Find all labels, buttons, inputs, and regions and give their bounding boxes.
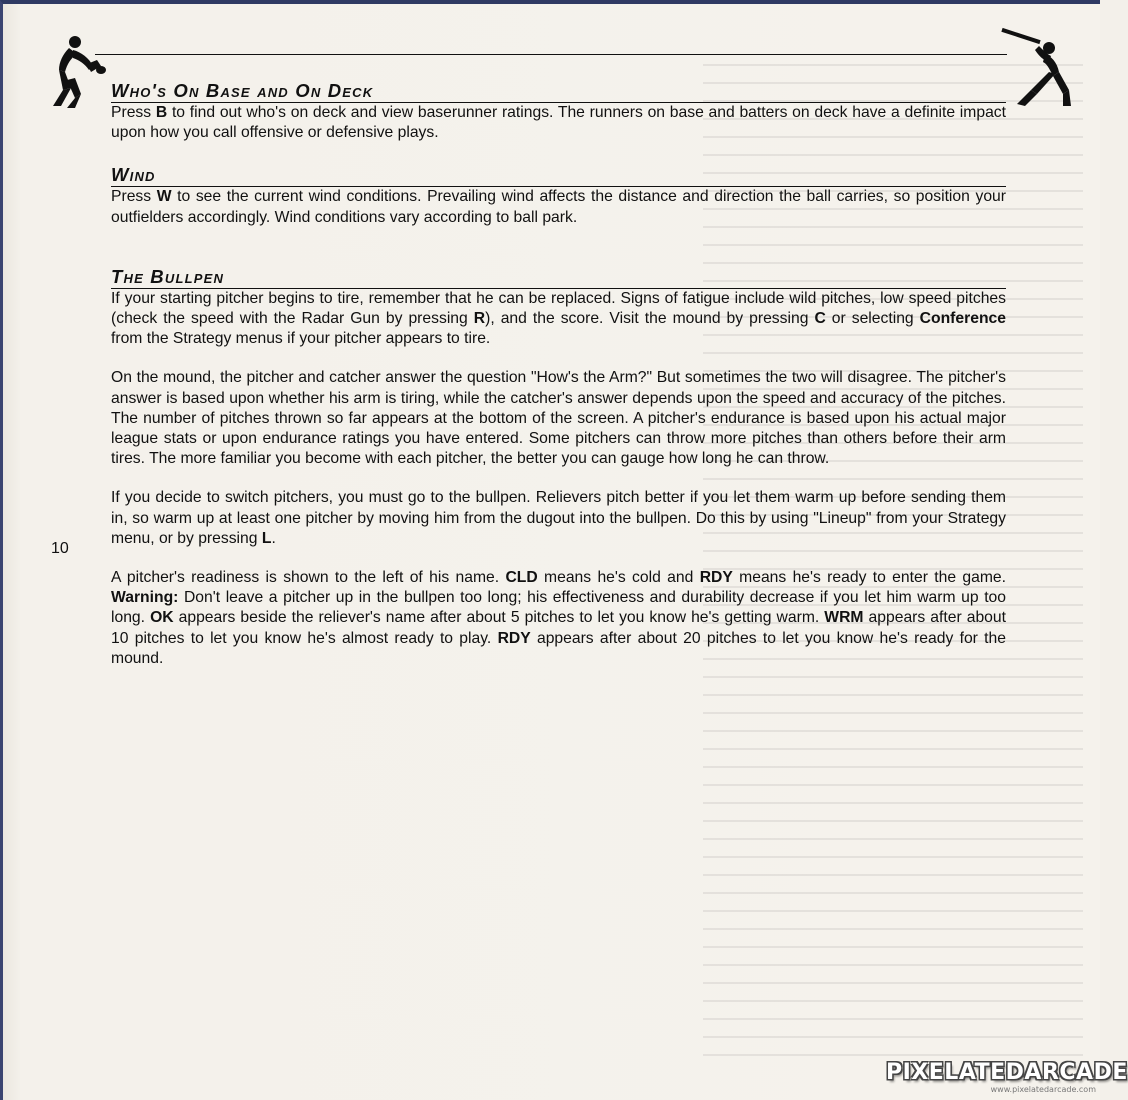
text-run: appears after about 10 pitches to let you know he's almost ready to play. — [111, 609, 1006, 647]
text-run: ), and the score. Visit the mound by pressing — [485, 310, 815, 328]
watermark-title: PIXELATEDARCADE — [886, 1060, 1128, 1085]
text-run: . — [271, 529, 276, 547]
bold-keyword: OK — [150, 609, 174, 627]
paragraph-whos-on-base — [111, 103, 1006, 143]
section-heading-wind: Wind — [111, 164, 1006, 187]
watermark-url: www.pixelatedarcade.com — [990, 1085, 1096, 1094]
manual-content — [111, 80, 1006, 669]
bold-keyword: Warning: — [111, 589, 179, 607]
bold-keyword: W — [156, 188, 172, 206]
text-run: A pitcher's readiness is shown to the left of his name. — [111, 569, 506, 587]
header-rule — [95, 54, 1007, 55]
text-run: appears beside the reliever's name after about 5 pitches to let you know he's getting warm. — [173, 609, 825, 627]
bold-keyword: R — [473, 310, 486, 328]
paragraph-bullpen-fatigue — [111, 289, 1006, 350]
text-run: means he's ready to enter the game. — [732, 569, 1007, 587]
paragraph-bullpen-switch — [111, 488, 1006, 549]
paragraph-bullpen-arm — [111, 368, 1006, 469]
text-run: to find out who's on deck and view baserunner ratings. The runners on base and batters on deck have a definite impact upon how you call offensive or defensive plays. — [111, 104, 1007, 142]
bold-keyword: RDY — [699, 569, 733, 587]
text-run: or selecting — [825, 310, 920, 328]
text-run: Press — [111, 104, 156, 121]
text-run: to see the current wind conditions. Prevailing wind affects the distance and direction the ball carries, so position your outfielders accordingly. Wind conditions vary according to ball park. — [111, 188, 1006, 226]
text-run: Don't leave a pitcher up in the bullpen too long; his effectiveness and durability decrease if you let him warm up too long. — [111, 589, 1006, 627]
text-run: means he's cold and — [537, 569, 700, 587]
section-heading-bullpen: The Bullpen — [111, 266, 1006, 289]
bold-keyword: CLD — [505, 569, 538, 587]
text-run: Press — [111, 188, 157, 206]
paragraph-bullpen-readiness — [111, 568, 1006, 669]
text-run: from the Strategy menus if your pitcher appears to tire. — [111, 330, 491, 348]
page-number: 10 — [51, 540, 69, 557]
text-run: If your starting pitcher begins to tire, remember that he can be replaced. Signs of fatigue include wild pitches, low speed pitches (check the speed with the Radar Gun by pressing — [111, 289, 1006, 328]
bold-keyword: B — [155, 104, 168, 121]
paragraph-wind — [111, 187, 1006, 227]
bold-keyword: RDY — [497, 629, 531, 647]
bold-keyword: Conference — [919, 310, 1006, 328]
text-run: On the mound, the pitcher and catcher answer the question "How's the Arm?" But sometimes the two will disagree. The pitcher's answer is based upon whether his arm is tiring, while the catcher's answer depends upon the speed and accuracy of the pitches. The number of pitches thrown so far appears at the bottom of the screen. A pitcher's endurance is based upon his actual major league stats or upon endurance ratings you have entered. Some pitchers can throw more pitches than others before their arm tires. The more familiar you become with each pitcher, the better you can gauge how long he can throw. — [111, 369, 1006, 468]
fielder-silhouette-icon — [45, 32, 121, 110]
bold-keyword: WRM — [824, 609, 864, 627]
section-heading-whos-on-base: Who's On Base and On Deck — [111, 80, 1006, 103]
text-run: If you decide to switch pitchers, you must go to the bullpen. Relievers pitch better if you let them warm up before sending them in, so warm up at least one pitcher by moving him from the dugout into the bullpen. Do this by using "Lineup" from your Strategy menu, or by pressing — [111, 489, 1006, 547]
bold-keyword: C — [814, 310, 826, 328]
text-run: appears after about 20 pitches to let you know he's ready for the mound. — [111, 629, 1006, 667]
bold-keyword: L — [261, 529, 272, 547]
batter-silhouette-icon — [999, 32, 1075, 110]
watermark — [886, 1060, 1128, 1095]
